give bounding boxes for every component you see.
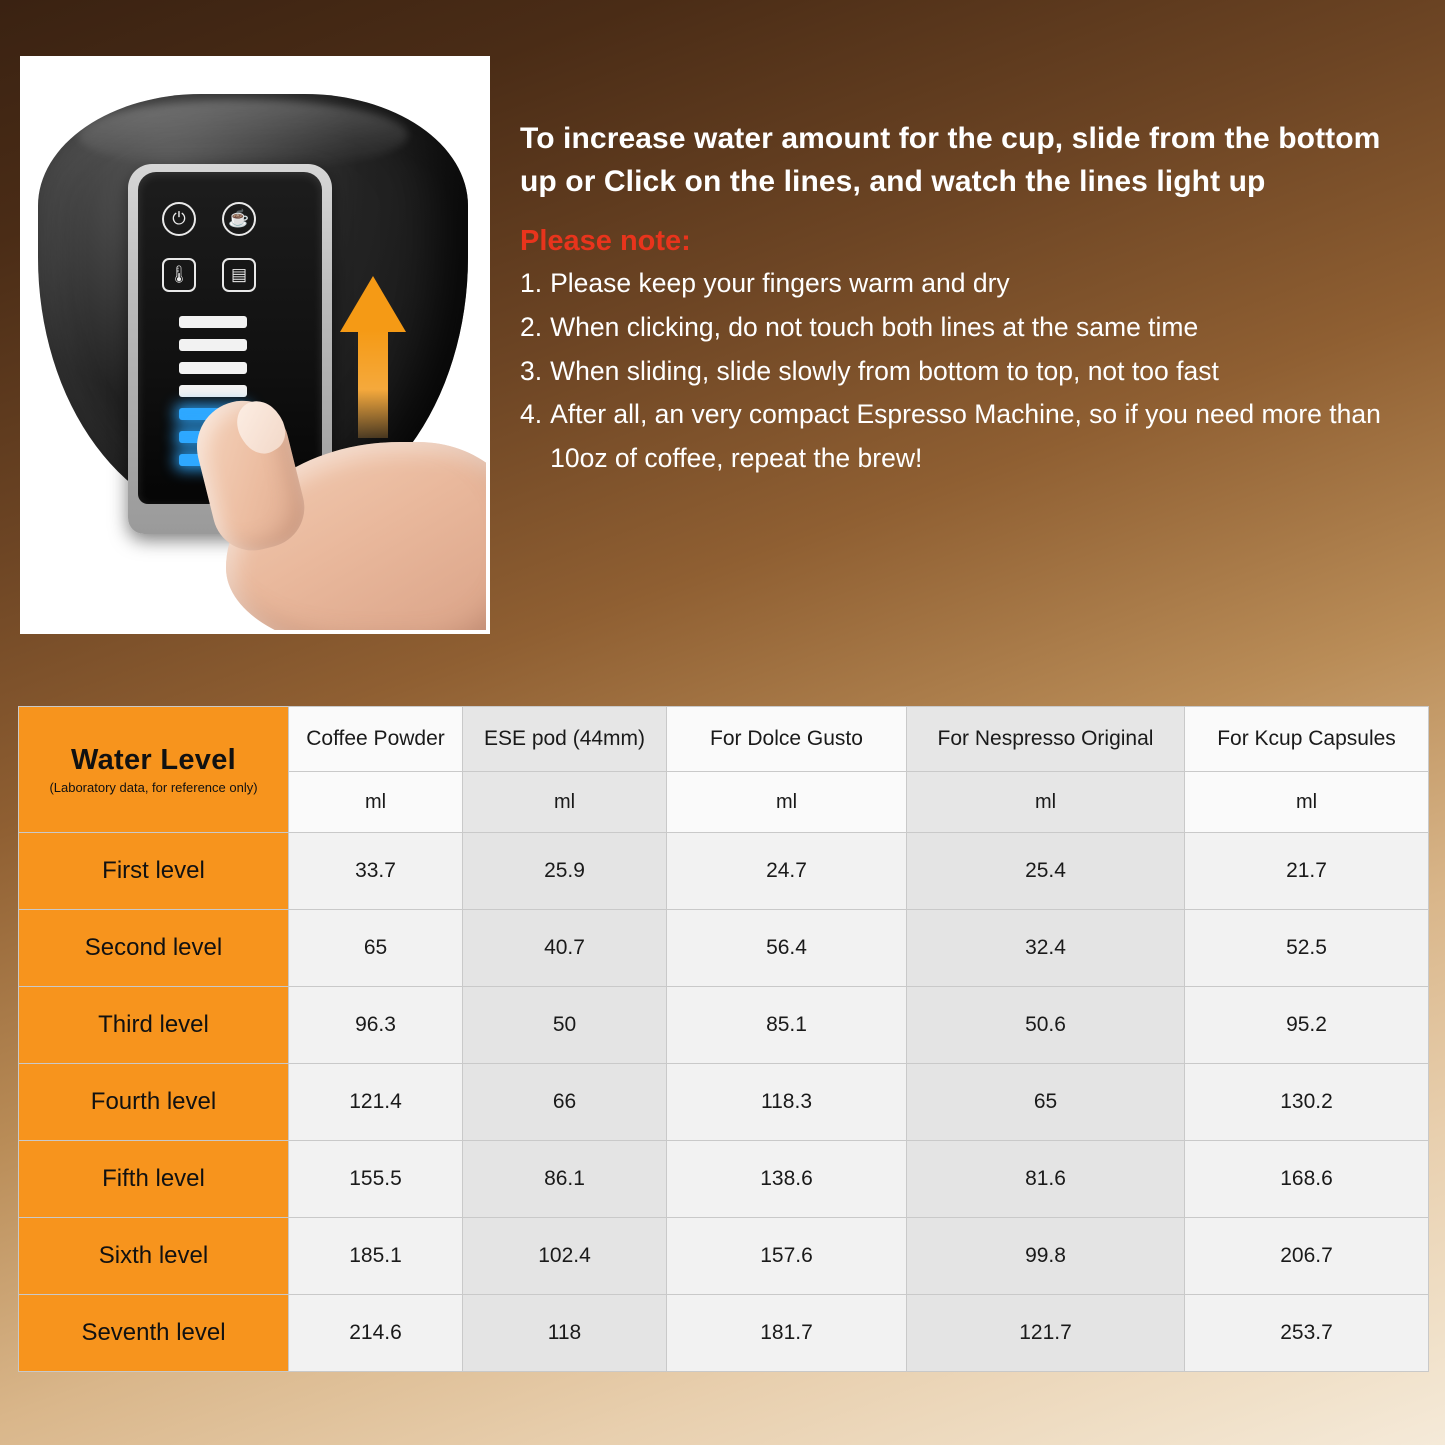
table-row [19,833,1429,910]
cell-value: 50.6 [907,987,1185,1064]
cell-value: 86.1 [463,1141,667,1218]
index-finger [187,391,313,559]
cell-value: 206.7 [1185,1218,1429,1295]
list-item-text: Please keep your fingers warm and dry [550,268,1010,299]
list-item-number: 3. [520,355,543,386]
cell-value: 96.3 [289,987,463,1064]
cell-value: 118.3 [667,1064,907,1141]
unit-cell: ml [289,772,463,833]
cell-value: 121.4 [289,1064,463,1141]
water-level-table-wrap [18,706,1428,1372]
column-header: For Nespresso Original [907,707,1185,772]
bean-glyph: ☕ [228,209,250,228]
hand-illustration [174,378,486,630]
row-label: First level [19,833,289,910]
row-label: Fifth level [19,1141,289,1218]
table-subtitle: (Laboratory data, for reference only) [49,780,258,795]
cell-value: 138.6 [667,1141,907,1218]
table-header-row [19,707,1429,772]
unit-cell: ml [907,772,1185,833]
cup-icon[interactable] [222,258,256,292]
level-bar[interactable] [179,339,247,351]
cell-value: 65 [907,1064,1185,1141]
table-row [19,1141,1429,1218]
unit-cell: ml [1185,772,1429,833]
cell-value: 52.5 [1185,910,1429,987]
level-bar[interactable] [179,316,247,328]
cell-value: 181.7 [667,1295,907,1372]
column-header: For Dolce Gusto [667,707,907,772]
cell-value: 56.4 [667,910,907,987]
table-row [19,987,1429,1064]
product-photo [20,56,490,634]
cell-value: 253.7 [1185,1295,1429,1372]
list-item [520,350,1420,394]
headline: To increase water amount for the cup, slide from the bottom up or Click on the lines, and watch the lines light up [520,122,1381,198]
cell-value: 118 [463,1295,667,1372]
list-item-number: 4. [520,399,543,430]
thermometer-glyph: 🌡 [168,265,190,284]
cell-value: 33.7 [289,833,463,910]
power-icon[interactable] [162,202,196,236]
cell-value: 168.6 [1185,1141,1429,1218]
cell-value: 24.7 [667,833,907,910]
machine-highlight [78,100,408,170]
table-title: Water Level [70,744,236,776]
table-row [19,1064,1429,1141]
photo-inner [24,60,486,630]
table-row [19,1295,1429,1372]
table-corner-cell [19,707,289,833]
list-item [520,393,1420,480]
table-row [19,1218,1429,1295]
cell-value: 95.2 [1185,987,1429,1064]
column-header: Coffee Powder [289,707,463,772]
please-note-title: Please note: [520,225,691,258]
cell-value: 81.6 [907,1141,1185,1218]
instructions-block [520,118,1420,481]
list-item-text: When clicking, do not touch both lines at the same time [550,311,1199,342]
cell-value: 130.2 [1185,1064,1429,1141]
top-section [0,0,1445,660]
list-item [520,306,1420,350]
cell-value: 185.1 [289,1218,463,1295]
row-label: Seventh level [19,1295,289,1372]
arrow-head [340,276,406,332]
row-label: Sixth level [19,1218,289,1295]
note-list [520,262,1420,481]
cell-value: 40.7 [463,910,667,987]
row-label: Fourth level [19,1064,289,1141]
cell-value: 21.7 [1185,833,1429,910]
cup-glyph: ▤ [230,265,248,284]
cell-value: 121.7 [907,1295,1185,1372]
bean-icon[interactable] [222,202,256,236]
cell-value: 157.6 [667,1218,907,1295]
level-bar[interactable] [179,362,247,374]
unit-cell: ml [463,772,667,833]
water-level-table [18,706,1429,1372]
cell-value: 32.4 [907,910,1185,987]
cell-value: 65 [289,910,463,987]
fingernail [228,392,294,461]
list-item-text: When sliding, slide slowly from bottom to top, not too fast [550,355,1219,386]
list-item-number: 1. [520,268,543,299]
cell-value: 102.4 [463,1218,667,1295]
cell-value: 85.1 [667,987,907,1064]
cell-value: 66 [463,1064,667,1141]
column-header: ESE pod (44mm) [463,707,667,772]
unit-cell: ml [667,772,907,833]
cell-value: 214.6 [289,1295,463,1372]
cell-value: 99.8 [907,1218,1185,1295]
row-label: Second level [19,910,289,987]
list-item-text: After all, an very compact Espresso Machine, so if you need more than 10oz of coffee, repeat the brew! [550,399,1381,474]
cell-value: 50 [463,987,667,1064]
cell-value: 155.5 [289,1141,463,1218]
column-header: For Kcup Capsules [1185,707,1429,772]
list-item-number: 2. [520,311,543,342]
list-item [520,262,1420,306]
cell-value: 25.9 [463,833,667,910]
cell-value: 25.4 [907,833,1185,910]
power-glyph: ⏻ [172,209,186,228]
thermometer-icon[interactable] [162,258,196,292]
table-row [19,910,1429,987]
row-label: Third level [19,987,289,1064]
